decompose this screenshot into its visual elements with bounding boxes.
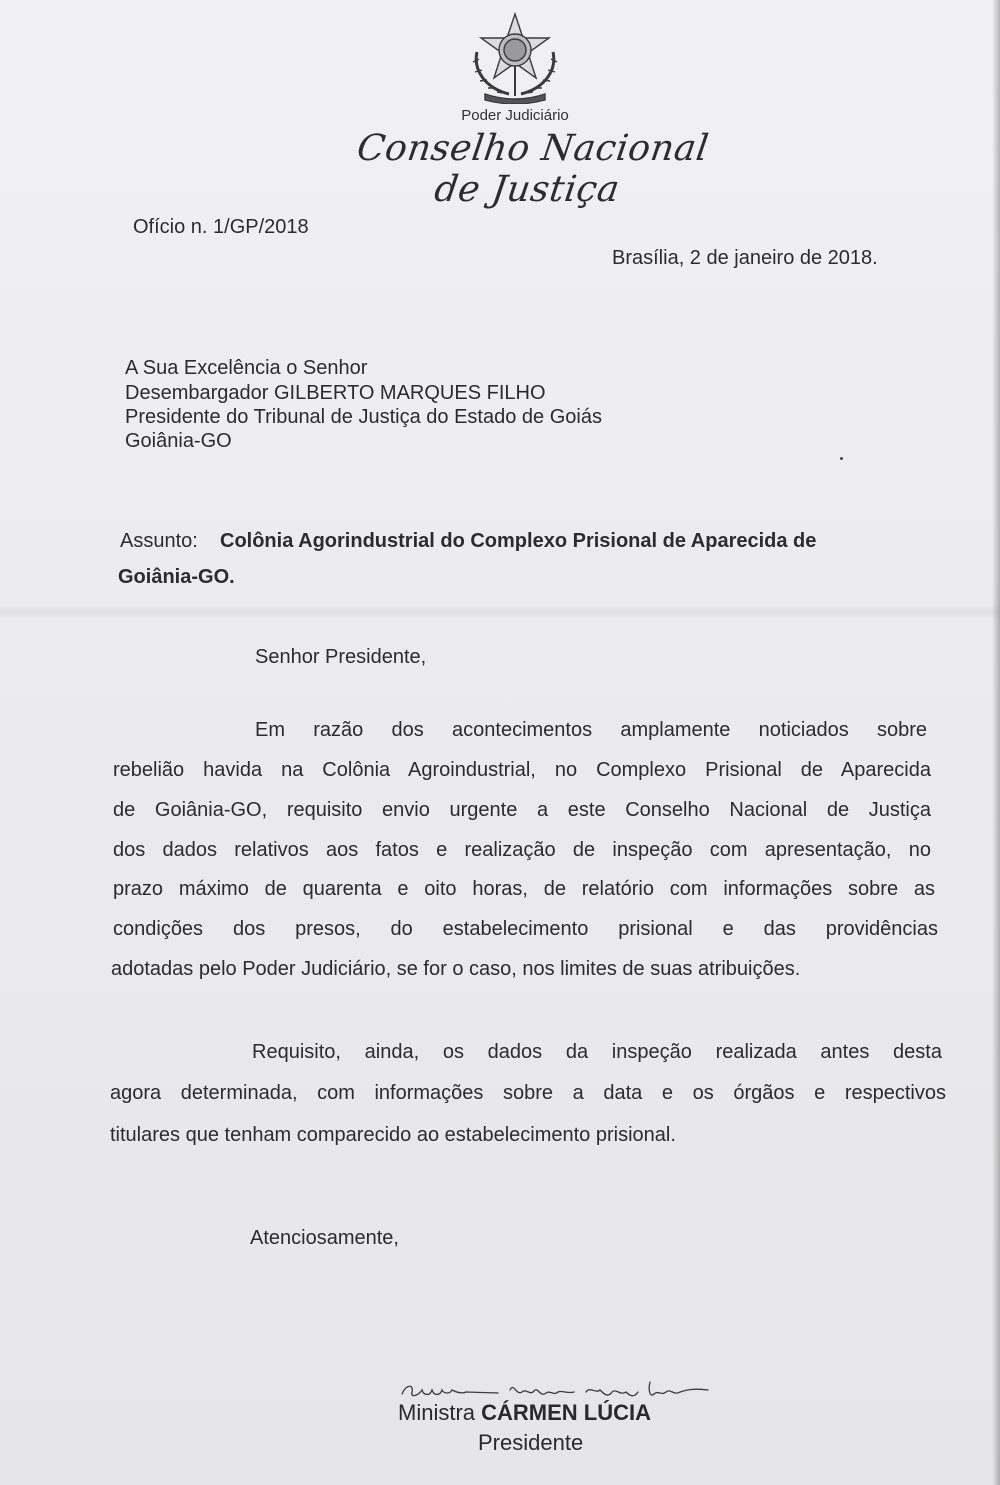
- signatory-name: CÁRMEN LÚCIA: [481, 1400, 652, 1425]
- subject-label: Assunto:: [120, 530, 198, 552]
- paper-edge-shadow: [992, 0, 1000, 1485]
- closing: Atenciosamente,: [250, 1227, 399, 1249]
- paragraph-1-line: dos dados relativos aos fatos e realização de inspeção com apresentação, no: [113, 839, 931, 861]
- paragraph-1-line: de Goiânia-GO, requisito envio urgente a este Conselho Nacional de Justiça: [113, 799, 931, 821]
- signatory-line: [398, 1400, 651, 1426]
- signatory-role: Presidente: [478, 1430, 584, 1455]
- paragraph-2-line: titulares que tenham comparecido ao estabelecimento prisional.: [110, 1124, 676, 1146]
- paragraph-2-line: Requisito, ainda, os dados da inspeção realizada antes desta: [252, 1041, 942, 1063]
- salutation: Senhor Presidente,: [255, 646, 427, 668]
- document-reference: Ofício n. 1/GP/2018: [133, 216, 309, 238]
- place-date: Brasília, 2 de janeiro de 2018.: [612, 247, 878, 269]
- paragraph-2-line: agora determinada, com informações sobre a data e os órgãos e respectivos: [110, 1082, 946, 1104]
- institution-name: Conselho Nacional de Justiça: [354, 128, 712, 210]
- addressee-line-2: Desembargador GILBERTO MARQUES FILHO: [125, 382, 546, 404]
- institution-top: Poder Judiciário: [461, 107, 569, 124]
- brazil-coat-of-arms-icon: [463, 12, 567, 104]
- paragraph-1-line: condições dos presos, do estabelecimento prisional e das providências: [113, 918, 938, 940]
- signatory-title: Ministra: [398, 1400, 476, 1425]
- paragraph-1-line: rebelião havida na Colônia Agroindustrial, no Complexo Prisional de Aparecida: [113, 759, 931, 781]
- subject-text-line-1: Colônia Agorindustrial do Complexo Prisional de Aparecida de: [220, 530, 817, 552]
- addressee-line-4: Goiânia-GO: [125, 430, 232, 452]
- paragraph-1-line: Em razão dos acontecimentos amplamente noticiados sobre: [255, 719, 927, 741]
- ink-dot: [840, 457, 843, 460]
- paragraph-1-line: prazo máximo de quarenta e oito horas, de relatório com informações sobre as: [113, 878, 935, 900]
- addressee-line-1: A Sua Excelência o Senhor: [125, 357, 368, 379]
- subject-text-line-2: Goiânia-GO.: [118, 566, 235, 588]
- addressee-line-3: Presidente do Tribunal de Justiça do Estado de Goiás: [125, 406, 602, 428]
- paragraph-1-line: adotadas pelo Poder Judiciário, se for o caso, nos limites de suas atribuições.: [111, 958, 801, 980]
- paper-fold: [0, 605, 1000, 619]
